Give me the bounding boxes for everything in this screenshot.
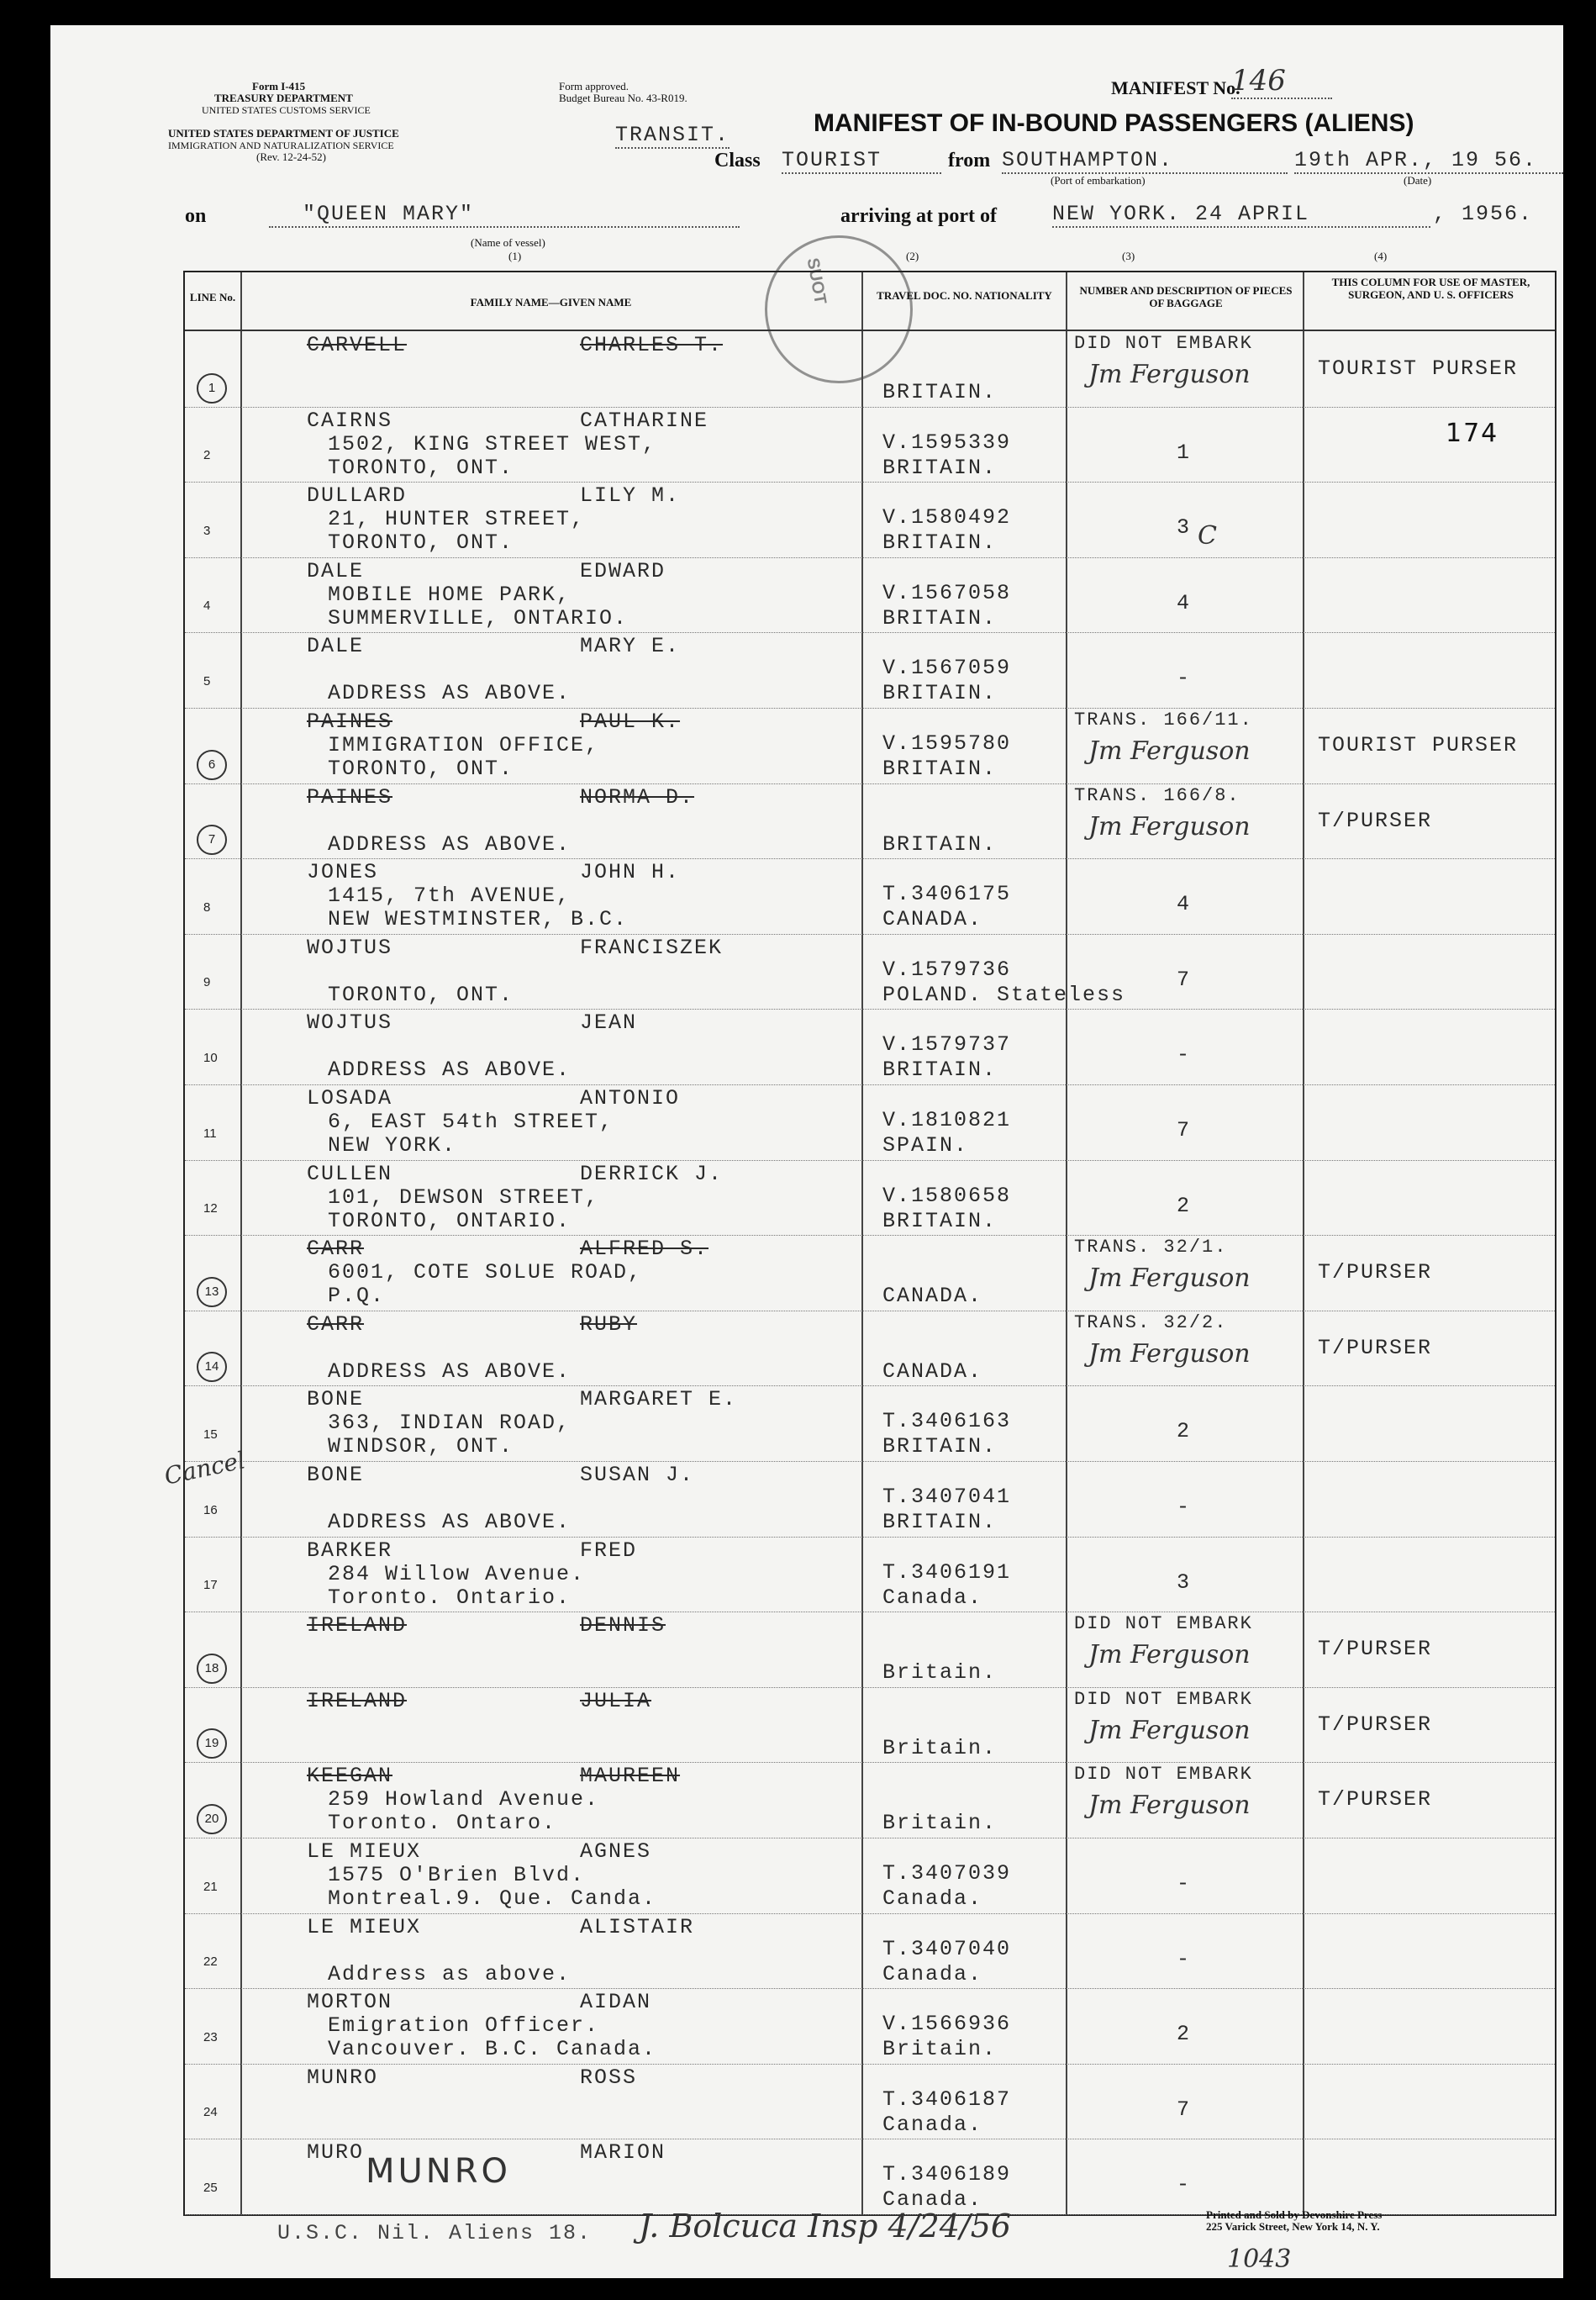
address-line-2: P.Q. xyxy=(328,1284,386,1309)
officer-note: TOURIST PURSER xyxy=(1318,356,1519,381)
address-line-1: IMMIGRATION OFFICE, xyxy=(328,733,600,757)
baggage: 4 xyxy=(1177,892,1192,917)
purser-signature: Jm Ferguson xyxy=(1088,360,1251,389)
baggage: DID NOT EMBARK xyxy=(1074,1613,1253,1635)
address-line-2: SUMMERVILLE, ONTARIO. xyxy=(328,605,629,630)
inspector-signature: J. Bolcuca Insp 4/24/56 xyxy=(639,2208,1012,2245)
manifest-number: 146 xyxy=(1231,64,1332,99)
nationality: BRITAIN. xyxy=(882,530,998,556)
baggage: 1 xyxy=(1177,440,1192,465)
table-row xyxy=(185,1687,1555,1764)
address-line-2: TORONTO, ONT. xyxy=(328,982,514,1007)
officer-note: 174 xyxy=(1446,418,1499,448)
munro-correction: MUNRO xyxy=(366,2152,511,2191)
vessel-col-num: (1) xyxy=(508,250,522,262)
nationality: CANADA. xyxy=(882,907,983,932)
address-line-1: 21, HUNTER STREET, xyxy=(328,507,586,532)
embark-date: 19th APR., 19 56. xyxy=(1294,148,1563,174)
travel-doc-number: V.1595339 xyxy=(882,430,1012,455)
address-line-2: TORONTO, ONT. xyxy=(328,455,514,480)
table-row xyxy=(185,1235,1555,1311)
travel-doc-number: V.1580658 xyxy=(882,1183,1012,1208)
baggage: 4 xyxy=(1177,590,1192,615)
given-name: ROSS xyxy=(580,2065,638,2090)
given-name: MAUREEN xyxy=(580,1764,681,1789)
line-number: 12 xyxy=(203,1201,218,1216)
baggage: 3 xyxy=(1177,1569,1192,1595)
baggage: 3 xyxy=(1177,515,1192,541)
family-name: WOJTUS xyxy=(307,1010,393,1036)
postmark-stamp: SUOT xyxy=(765,235,913,383)
address-line-2: WINDSOR, ONT. xyxy=(328,1434,514,1459)
address-line-2: TORONTO, ONTARIO. xyxy=(328,1208,572,1233)
given-name: ALFRED S. xyxy=(580,1237,709,1262)
travel-doc-number: T.3406187 xyxy=(882,2086,1012,2112)
family-name: LE MIEUX xyxy=(307,1914,422,1939)
travel-doc-number: T.3407041 xyxy=(882,1485,1012,1509)
table-row xyxy=(185,708,1555,784)
given-name: RUBY xyxy=(580,1311,638,1337)
travel-doc-number: T.3406189 xyxy=(882,2162,1012,2187)
given-name: EDWARD xyxy=(580,558,666,583)
purser-signature: Jm Ferguson xyxy=(1088,1791,1251,1821)
line-number: 15 xyxy=(203,1427,218,1442)
arriving-label: arriving at port of xyxy=(840,205,997,227)
address-line-2: ADDRESS AS ABOVE. xyxy=(328,1058,572,1083)
table-row xyxy=(185,482,1555,558)
line-number: 25 xyxy=(203,2180,218,2195)
header-officers: THIS COLUMN FOR USE OF MASTER, SURGEON, AND U. S. OFFICERS xyxy=(1331,276,1530,301)
given-name: MARY E. xyxy=(580,634,681,659)
nationality: BRITAIN. xyxy=(882,380,998,404)
address-line-2: ADDRESS AS ABOVE. xyxy=(328,1510,572,1534)
header-line-no: LINE No. xyxy=(189,291,236,303)
travel-doc-number: V.1566936 xyxy=(882,2012,1012,2037)
line-number: 18 xyxy=(197,1654,227,1684)
nationality: SPAIN. xyxy=(882,1133,969,1158)
nationality: Britain. xyxy=(882,1811,998,1836)
table-row xyxy=(185,1838,1555,1914)
officer-note: T/PURSER xyxy=(1318,1637,1433,1662)
table-row xyxy=(185,1762,1555,1838)
header-baggage: NUMBER AND DESCRIPTION OF PIECES OF BAGGAGE xyxy=(1079,284,1293,309)
table-row xyxy=(185,1311,1555,1387)
nationality: BRITAIN. xyxy=(882,1208,998,1233)
baggage: TRANS. 32/1. xyxy=(1074,1237,1228,1258)
travel-doc-number: V.1579737 xyxy=(882,1032,1012,1058)
line-number: 17 xyxy=(203,1578,218,1593)
budget-bureau: Budget Bureau No. 43-R019. xyxy=(559,92,687,104)
ins-service: IMMIGRATION AND NATURALIZATION SERVICE xyxy=(168,140,394,151)
treasury-dept: TREASURY DEPARTMENT xyxy=(214,92,353,104)
revision: (Rev. 12-24-52) xyxy=(256,150,326,163)
baggage: 2 xyxy=(1177,1419,1192,1444)
family-name: CULLEN xyxy=(307,1161,393,1186)
family-name: PAINES xyxy=(307,784,393,810)
vessel-caption: (Name of vessel) xyxy=(471,236,545,249)
line-number: 2 xyxy=(203,448,211,463)
travel-doc-number: T.3406175 xyxy=(882,882,1012,907)
baggage: - xyxy=(1177,666,1192,691)
footer-note: U.S.C. Nil. Aliens 18. xyxy=(277,2221,593,2245)
line-number: 10 xyxy=(203,1050,218,1065)
address-line-2: Address as above. xyxy=(328,1961,572,1986)
purser-signature: Jm Ferguson xyxy=(1088,736,1251,766)
officer-note: T/PURSER xyxy=(1318,1335,1433,1360)
given-name: LILY M. xyxy=(580,483,681,509)
baggage: 7 xyxy=(1177,1118,1192,1142)
line-number: 21 xyxy=(203,1879,218,1894)
travel-doc-number: V.1579736 xyxy=(882,957,1012,982)
family-name: LE MIEUX xyxy=(307,1839,422,1864)
printer-credit: Printed and Sold by Devonshire Press xyxy=(1206,2208,1383,2221)
line-number: 20 xyxy=(197,1804,227,1834)
address-line-2: Montreal.9. Que. Canda. xyxy=(328,1886,657,1911)
baggage: TRANS. 166/11. xyxy=(1074,710,1253,731)
given-name: SUSAN J. xyxy=(580,1463,695,1487)
given-name: ANTONIO xyxy=(580,1086,681,1110)
line-number: 14 xyxy=(197,1352,227,1382)
baggage: 7 xyxy=(1177,2097,1192,2122)
nationality: BRITAIN. xyxy=(882,455,998,480)
embark-caption: (Port of embarkation) xyxy=(1051,174,1146,187)
nationality: Canada. xyxy=(882,2112,983,2137)
table-row xyxy=(185,557,1555,634)
travel-doc-number: T.3406163 xyxy=(882,1409,1012,1434)
family-name: IRELAND xyxy=(307,1613,408,1638)
given-name: FRED xyxy=(580,1538,638,1563)
nationality: BRITAIN. xyxy=(882,1058,998,1083)
col-num-3: (3) xyxy=(1122,250,1135,262)
nationality: Canada. xyxy=(882,1585,983,1610)
family-name: IRELAND xyxy=(307,1688,408,1713)
table-row xyxy=(185,783,1555,860)
address-line-1: Emigration Officer. xyxy=(328,2013,600,2039)
table-row xyxy=(185,1084,1555,1161)
address-line-2: Toronto. Ontaro. xyxy=(328,1811,557,1836)
family-name: DALE xyxy=(307,558,365,583)
line-number: 3 xyxy=(203,523,211,538)
justice-dept: UNITED STATES DEPARTMENT OF JUSTICE xyxy=(168,127,399,140)
family-name: DALE xyxy=(307,634,365,659)
passenger-table xyxy=(183,271,1556,2216)
given-name: PAUL K. xyxy=(580,710,681,734)
table-row xyxy=(185,407,1555,483)
family-name: CAIRNS xyxy=(307,408,393,433)
given-name: JULIA xyxy=(580,1688,652,1713)
nationality: Britain. xyxy=(882,2037,998,2062)
table-row xyxy=(185,1009,1555,1085)
form-number: Form I-415 xyxy=(252,80,306,92)
table-row xyxy=(185,1913,1555,1990)
baggage: - xyxy=(1177,1042,1192,1068)
family-name: PAINES xyxy=(307,710,393,734)
nationality: BRITAIN. xyxy=(882,605,998,630)
line-number: 8 xyxy=(203,899,211,915)
line-number: 13 xyxy=(197,1277,227,1307)
address-line-2: NEW WESTMINSTER, B.C. xyxy=(328,907,629,932)
customs-service: UNITED STATES CUSTOMS SERVICE xyxy=(202,104,371,116)
nationality: Canada. xyxy=(882,1961,983,1986)
baggage: - xyxy=(1177,2172,1192,2197)
nationality: CANADA. xyxy=(882,1358,983,1384)
officer-note: TOURIST PURSER xyxy=(1318,733,1519,757)
nationality: Canada. xyxy=(882,2187,983,2213)
travel-doc-number: V.1580492 xyxy=(882,505,1012,530)
arrival-year: , 1956. xyxy=(1433,202,1534,226)
address-line-1: 6, EAST 54th STREET, xyxy=(328,1110,614,1134)
nationality: CANADA. xyxy=(882,1284,983,1309)
given-name: JOHN H. xyxy=(580,860,681,885)
family-name: WOJTUS xyxy=(307,935,393,960)
given-name: DENNIS xyxy=(580,1613,666,1638)
header-travel-doc: TRAVEL DOC. NO. NATIONALITY xyxy=(877,289,1052,302)
baggage: - xyxy=(1177,1495,1192,1519)
margin-note-cancel: Cancel xyxy=(161,1446,248,1490)
address-line-2: ADDRESS AS ABOVE. xyxy=(328,681,572,706)
address-line-1: 1502, KING STREET WEST, xyxy=(328,431,657,456)
line-number: 11 xyxy=(203,1126,217,1141)
nationality: BRITAIN. xyxy=(882,831,998,857)
family-name: BONE xyxy=(307,1463,365,1487)
address-line-1: 101, DEWSON STREET, xyxy=(328,1184,600,1210)
baggage: DID NOT EMBARK xyxy=(1074,1688,1253,1710)
line-number: 24 xyxy=(203,2105,218,2120)
officer-note: T/PURSER xyxy=(1318,1712,1433,1737)
nationality: BRITAIN. xyxy=(882,681,998,706)
family-name: MUNRO xyxy=(307,2065,379,2090)
table-row xyxy=(185,934,1555,1010)
baggage: 7 xyxy=(1177,967,1192,992)
table-row xyxy=(185,1612,1555,1688)
class-label: Class xyxy=(714,150,761,171)
baggage: TRANS. 166/8. xyxy=(1074,784,1240,806)
table-row xyxy=(185,1160,1555,1237)
purser-signature: Jm Ferguson xyxy=(1088,1338,1251,1369)
travel-doc-number: T.3407039 xyxy=(882,1861,1012,1886)
nationality: Canada. xyxy=(882,1886,983,1911)
baggage: - xyxy=(1177,1871,1192,1896)
baggage: TRANS. 32/2. xyxy=(1074,1311,1228,1333)
given-name: FRANCISZEK xyxy=(580,935,724,960)
family-name: KEEGAN xyxy=(307,1764,393,1789)
on-label: on xyxy=(185,205,207,227)
from-label: from xyxy=(948,150,991,171)
family-name: LOSADA xyxy=(307,1086,393,1110)
family-name: MORTON xyxy=(307,1990,393,2015)
manifest-number-label: MANIFEST No. xyxy=(1111,77,1240,98)
given-name: CHARLES T. xyxy=(580,333,724,357)
nationality: Britain. xyxy=(882,1660,998,1685)
table-row xyxy=(185,858,1555,935)
purser-signature: Jm Ferguson xyxy=(1088,1640,1251,1670)
officer-note: T/PURSER xyxy=(1318,1787,1433,1812)
given-name: MARION xyxy=(580,2140,666,2165)
header-family-name: FAMILY NAME—GIVEN NAME xyxy=(470,296,632,309)
page-number-handwritten: 1043 xyxy=(1227,2245,1292,2274)
given-name: AGNES xyxy=(580,1839,652,1864)
dullard-mark: C xyxy=(1198,521,1217,551)
purser-signature: Jm Ferguson xyxy=(1088,1263,1251,1294)
given-name: CATHARINE xyxy=(580,408,709,433)
address-line-2: TORONTO, ONT. xyxy=(328,530,514,556)
address-line-2: ADDRESS AS ABOVE. xyxy=(328,1358,572,1384)
line-number: 4 xyxy=(203,599,211,614)
table-row xyxy=(185,1385,1555,1462)
line-number: 7 xyxy=(197,825,227,855)
line-number: 19 xyxy=(197,1728,227,1759)
given-name: JEAN xyxy=(580,1010,638,1036)
family-name: BARKER xyxy=(307,1538,393,1563)
address-line-2: NEW YORK. xyxy=(328,1133,457,1158)
address-line-2: Vancouver. B.C. Canada. xyxy=(328,2037,657,2062)
col-num-4: (4) xyxy=(1374,250,1388,262)
family-name: CARR xyxy=(307,1311,365,1337)
port-of-embarkation: SOUTHAMPTON. xyxy=(1002,148,1288,174)
officer-note: T/PURSER xyxy=(1318,808,1433,833)
line-number: 16 xyxy=(203,1502,218,1517)
address-line-1: 363, INDIAN ROAD, xyxy=(328,1411,572,1436)
table-row xyxy=(185,1537,1555,1613)
form-approved: Form approved. xyxy=(559,80,629,92)
travel-doc-number: V.1567058 xyxy=(882,580,1012,605)
line-number: 9 xyxy=(203,975,211,990)
address-line-1: 6001, COTE SOLUE ROAD, xyxy=(328,1260,643,1285)
nationality: BRITAIN. xyxy=(882,1434,998,1459)
nationality: BRITAIN. xyxy=(882,757,998,781)
table-row xyxy=(185,632,1555,709)
table-row xyxy=(185,2064,1555,2140)
nationality: BRITAIN. xyxy=(882,1510,998,1534)
travel-doc-number: V.1567059 xyxy=(882,656,1012,681)
address-line-1: 259 Howland Avenue. xyxy=(328,1787,600,1812)
family-name: CARVELL xyxy=(307,333,408,357)
purser-signature: Jm Ferguson xyxy=(1088,811,1251,841)
line-number: 1 xyxy=(197,373,227,404)
travel-doc-number: T.3407040 xyxy=(882,1936,1012,1961)
table-row xyxy=(185,1461,1555,1538)
manifest-title: MANIFEST OF IN-BOUND PASSENGERS (ALIENS) xyxy=(814,109,1414,137)
line-number: 22 xyxy=(203,1954,218,1970)
family-name: BONE xyxy=(307,1387,365,1412)
class-value: TOURIST xyxy=(782,148,941,174)
address-line-2: ADDRESS AS ABOVE. xyxy=(328,831,572,857)
nationality: Britain. xyxy=(882,1735,998,1760)
baggage: 2 xyxy=(1177,2022,1192,2047)
family-name: DULLARD xyxy=(307,483,408,509)
transit-label: TRANSIT. xyxy=(615,123,730,147)
given-name: MARGARET E. xyxy=(580,1387,738,1412)
address-line-1: 1575 O'Brien Blvd. xyxy=(328,1863,586,1887)
line-number: 23 xyxy=(203,2029,218,2044)
table-row xyxy=(185,1988,1555,2065)
table-row xyxy=(185,331,1555,408)
address-line-1: MOBILE HOME PARK, xyxy=(328,582,572,607)
given-name: AIDAN xyxy=(580,1990,652,2015)
travel-doc-number: T.3406191 xyxy=(882,1559,1012,1585)
arrival-port-date: NEW YORK. 24 APRIL xyxy=(1052,202,1430,228)
baggage: - xyxy=(1177,1946,1192,1971)
family-name: MURO xyxy=(307,2140,365,2165)
baggage: DID NOT EMBARK xyxy=(1074,333,1253,354)
date-caption: (Date) xyxy=(1404,174,1432,187)
line-number: 6 xyxy=(197,750,227,780)
address-line-2: TORONTO, ONT. xyxy=(328,757,514,781)
baggage: DID NOT EMBARK xyxy=(1074,1764,1253,1786)
baggage: 2 xyxy=(1177,1193,1192,1218)
col-num-2: (2) xyxy=(906,250,919,262)
officer-note: T/PURSER xyxy=(1318,1260,1433,1285)
manifest-page xyxy=(50,25,1563,2278)
family-name: JONES xyxy=(307,860,379,885)
given-name: ALISTAIR xyxy=(580,1914,695,1939)
travel-doc-number: V.1595780 xyxy=(882,731,1012,756)
printer-address: 225 Varick Street, New York 14, N. Y. xyxy=(1206,2220,1380,2233)
address-line-1: 1415, 7th AVENUE, xyxy=(328,884,572,909)
given-name: DERRICK J. xyxy=(580,1161,724,1186)
address-line-1: 284 Willow Avenue. xyxy=(328,1561,586,1586)
vessel-name: "QUEEN MARY" xyxy=(269,202,740,228)
nationality: POLAND. Stateless xyxy=(882,982,1126,1007)
purser-signature: Jm Ferguson xyxy=(1088,1715,1251,1745)
given-name: NORMA D. xyxy=(580,784,695,810)
address-line-2: Toronto. Ontario. xyxy=(328,1585,572,1610)
travel-doc-number: V.1810821 xyxy=(882,1108,1012,1132)
family-name: CARR xyxy=(307,1237,365,1262)
line-number: 5 xyxy=(203,673,211,688)
